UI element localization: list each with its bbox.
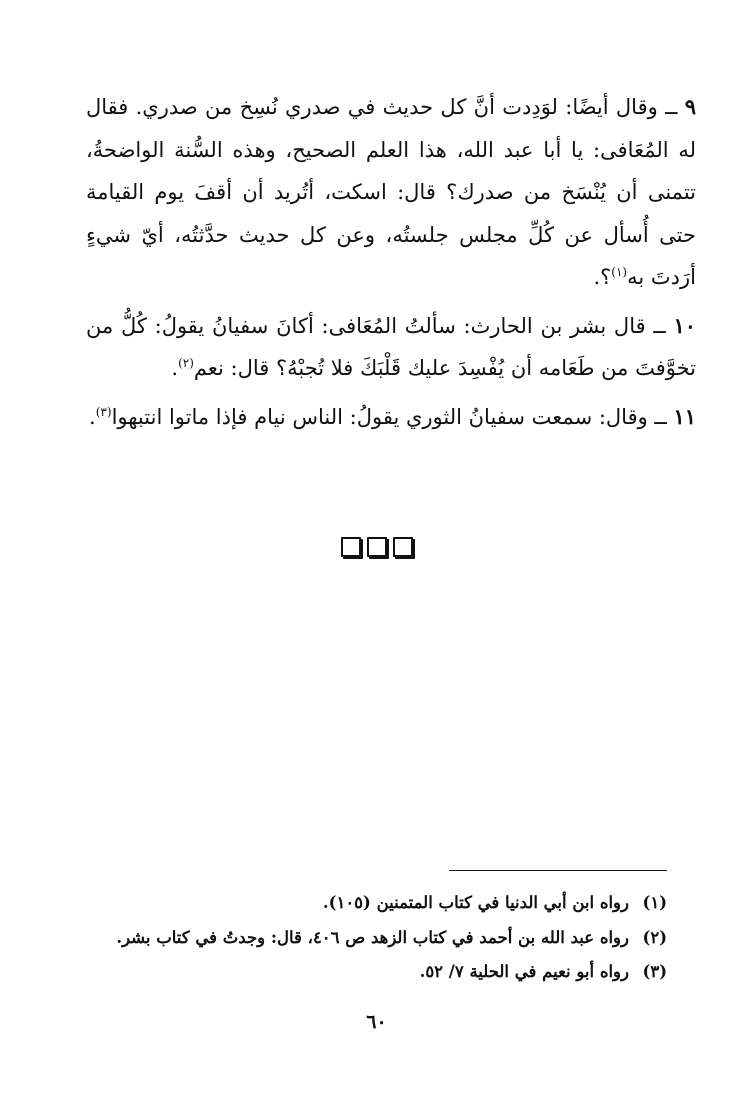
footnote-text: رواه ابن أبي الدنيا في كتاب المتمنين (١٠٥). — [322, 893, 629, 912]
paragraph-end: . — [171, 356, 179, 380]
footnote-text: رواه عبد الله بن أحمد في كتاب الزهد ص ٤٠٦، قال: وجدتُ في كتاب بشر. — [116, 927, 629, 947]
footnote-text: رواه أبو نعيم في الحلية ٧/ ٥٢. — [419, 962, 629, 981]
footnote-number: (٣) — [642, 962, 667, 981]
section-divider — [0, 537, 753, 557]
footnote-number: (٢) — [642, 927, 667, 947]
footnote-marker: (١) — [611, 265, 628, 279]
paragraph-10 — [86, 305, 696, 390]
footnote-number: (١) — [642, 893, 667, 912]
page-number: ٦٠ — [366, 1011, 387, 1033]
footnote-1 — [67, 886, 667, 921]
square-ornament-icon — [341, 537, 361, 557]
paragraph-text: ــ وقال أيضًا: لوَدِدت أنَّ كل حديث في صدري نُسِخ من صدري. فقال له المُعَافى: يا أبا عبد الله، هذا العلم الصحيح، وهذه السُّنة الواضحةُ، تتمنى أن يُنْسَخ من صدرك؟ قال: اسكت، أتُريد أن أقفَ يوم القيامة حتى أُسأل عن كُلِّ مجلس جلستُه، وعن كل حديث حدَّثتُه، أيّ شيءٍ أرَدتَ به — [86, 95, 696, 289]
paragraph-end: ؟. — [593, 265, 612, 289]
paragraph-end: . — [89, 404, 96, 429]
paragraph-number: ٩ — [684, 94, 696, 119]
footnote-marker: (٣) — [95, 404, 112, 419]
square-ornament-icon — [393, 537, 413, 557]
main-text — [86, 86, 696, 438]
paragraph-text: ــ قال بشر بن الحارث: سألتُ المُعَافى: أكانَ سفيانُ يقولُ: كُلُّ من تخوَّفتَ من طَعَامه أن يُفْسِدَ عليك قَلْبَكَ فلا تُجبْهُ؟ قال: نعم — [86, 313, 696, 380]
paragraph-text: ــ وقال: سمعت سفيانُ الثوري يقولُ: الناس نيام فإذا ماتوا انتبهوا — [111, 404, 667, 429]
paragraph-number: ١٠ — [673, 312, 696, 338]
footnotes — [67, 886, 667, 990]
paragraph-number: ١١ — [673, 403, 696, 429]
footnote-marker: (٢) — [178, 356, 194, 370]
footnote-2 — [67, 921, 667, 956]
footnote-3 — [67, 955, 667, 990]
footnote-separator — [449, 870, 667, 871]
paragraph-11 — [86, 396, 696, 439]
paragraph-9 — [86, 86, 696, 299]
square-ornament-icon — [367, 537, 387, 557]
